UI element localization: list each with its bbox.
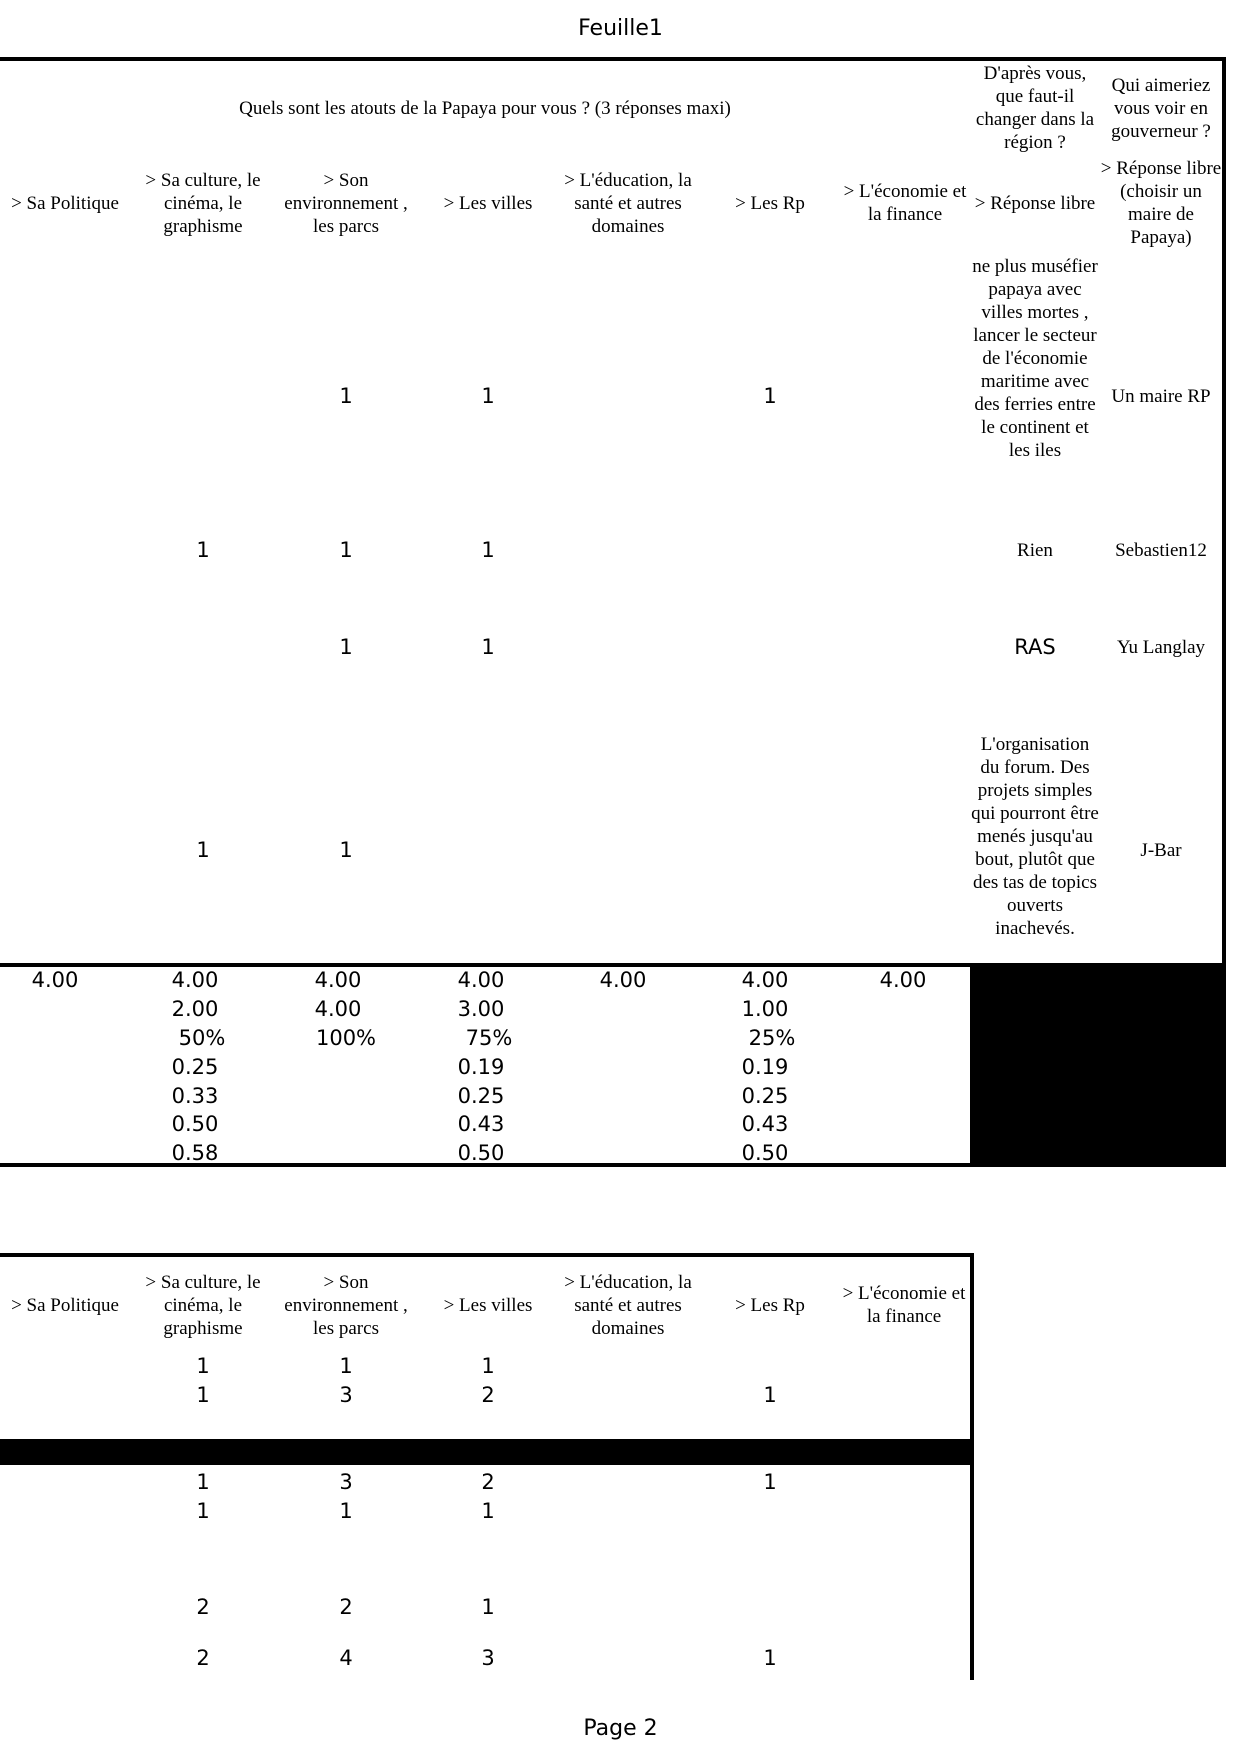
stat-villes-2: 75% — [465, 1026, 513, 1050]
stat-politique-0: 4.00 — [31, 968, 79, 992]
cell-culture: 1 — [196, 1470, 210, 1494]
cell-environnement: 1 — [339, 635, 353, 659]
stat-environnement-2: 100% — [315, 1026, 377, 1050]
stat-villes-4: 0.25 — [457, 1084, 505, 1108]
stat-culture-2: 50% — [178, 1026, 226, 1050]
stat-rp-2: 25% — [748, 1026, 796, 1050]
cell-answer: RAS — [1014, 635, 1056, 659]
stat-rp-0: 4.00 — [741, 968, 789, 992]
cell-culture: 1 — [196, 838, 210, 862]
stat-culture-0: 4.00 — [171, 968, 219, 992]
stats-black-fill — [970, 963, 1226, 1167]
stat-culture-1: 2.00 — [171, 997, 219, 1021]
stat-villes-5: 0.43 — [457, 1112, 505, 1136]
stat-rp-4: 0.25 — [741, 1084, 789, 1108]
stat-culture-3: 0.25 — [171, 1055, 219, 1079]
cell-environnement: 3 — [339, 1383, 353, 1407]
cell-villes: 1 — [481, 384, 495, 408]
cell-culture: 1 — [196, 1499, 210, 1523]
cell-villes: 1 — [481, 1595, 495, 1619]
stat-rp-3: 0.19 — [741, 1055, 789, 1079]
cell-rp: 1 — [763, 384, 777, 408]
header-question-governor: Qui aimeriez vous voir en gouverneur ? — [1111, 74, 1211, 142]
group-header: Quels sont les atouts de la Papaya pour vous ? (3 réponses maxi) — [239, 97, 731, 119]
cell-villes: 2 — [481, 1470, 495, 1494]
cell-environnement: 2 — [339, 1595, 353, 1619]
stat-rp-6: 0.50 — [741, 1141, 789, 1165]
stat-culture-4: 0.33 — [171, 1084, 219, 1108]
stat-villes-6: 0.50 — [457, 1141, 505, 1165]
column-header-reponse-maire: > Réponse libre (choisir un maire de Papaya) — [1100, 158, 1222, 248]
column-header-rp: > Les Rp — [735, 1294, 805, 1316]
cell-culture: 2 — [196, 1646, 210, 1670]
cell-villes: 3 — [481, 1646, 495, 1670]
stat-villes-3: 0.19 — [457, 1055, 505, 1079]
stat-education-0: 4.00 — [599, 968, 647, 992]
cell-environnement: 3 — [339, 1470, 353, 1494]
column-header-culture: > Sa culture, le cinéma, le graphisme — [145, 1271, 261, 1339]
table2-black-band — [0, 1439, 974, 1465]
column-header-economie: > L'économie et la finance — [843, 181, 967, 225]
cell-environnement: 1 — [339, 1354, 353, 1378]
table-right-border — [1222, 57, 1226, 968]
column-header-politique: > Sa Politique — [11, 1294, 119, 1316]
cell-villes: 1 — [481, 1499, 495, 1523]
column-header-villes: > Les villes — [443, 1294, 533, 1316]
cell-culture: 1 — [196, 1383, 210, 1407]
cell-villes: 1 — [481, 538, 495, 562]
column-header-culture: > Sa culture, le cinéma, le graphisme — [145, 169, 261, 237]
stat-environnement-1: 4.00 — [314, 997, 362, 1021]
column-header-environnement: > Son environnement , les parcs — [284, 169, 408, 237]
cell-rp: 1 — [763, 1383, 777, 1407]
cell-answer: ne plus muséfier papaya avec villes mortes , lancer le secteur de l'économie maritime avec des ferries entre le continent et les iles — [972, 256, 1098, 461]
stat-villes-0: 4.00 — [457, 968, 505, 992]
cell-governor: Yu Langlay — [1116, 636, 1206, 658]
stat-economie-0: 4.00 — [879, 968, 927, 992]
cell-villes: 1 — [481, 1354, 495, 1378]
cell-environnement: 1 — [339, 384, 353, 408]
cell-governor: Un maire RP — [1111, 385, 1211, 407]
column-header-rp: > Les Rp — [735, 192, 805, 214]
cell-environnement: 1 — [339, 538, 353, 562]
column-header-environnement: > Son environnement , les parcs — [284, 1271, 408, 1339]
cell-villes: 2 — [481, 1383, 495, 1407]
cell-governor: Sebastien12 — [1115, 539, 1207, 561]
stat-rp-1: 1.00 — [741, 997, 789, 1021]
stat-culture-6: 0.58 — [171, 1141, 219, 1165]
cell-governor: J-Bar — [1140, 839, 1182, 861]
page-footer: Page 2 — [583, 1716, 658, 1741]
column-header-education: > L'éducation, la santé et autres domaines — [564, 169, 692, 237]
cell-environnement: 1 — [339, 838, 353, 862]
cell-answer: Rien — [1017, 539, 1053, 561]
cell-rp: 1 — [763, 1470, 777, 1494]
stat-rp-5: 0.43 — [741, 1112, 789, 1136]
cell-environnement: 1 — [339, 1499, 353, 1523]
cell-answer: L'organisation du forum. Des projets simples qui pourront être menés jusqu'au bout, plutôt que des tas de topics ouverts inachevés. — [971, 734, 1099, 939]
stat-villes-1: 3.00 — [457, 997, 505, 1021]
cell-culture: 1 — [196, 538, 210, 562]
header-question-change: D'après vous, que faut-il changer dans la région ? — [975, 63, 1095, 153]
column-header-villes: > Les villes — [443, 192, 533, 214]
cell-villes: 1 — [481, 635, 495, 659]
column-header-education: > L'éducation, la santé et autres domaines — [564, 1271, 692, 1339]
column-header-reponse-libre: > Réponse libre — [974, 192, 1096, 214]
sheet-title: Feuille1 — [578, 16, 663, 41]
cell-environnement: 4 — [339, 1646, 353, 1670]
column-header-politique: > Sa Politique — [11, 192, 119, 214]
column-header-economie: > L'économie et la finance — [842, 1283, 966, 1327]
cell-culture: 2 — [196, 1595, 210, 1619]
cell-culture: 1 — [196, 1354, 210, 1378]
cell-rp: 1 — [763, 1646, 777, 1670]
stat-environnement-0: 4.00 — [314, 968, 362, 992]
stat-culture-5: 0.50 — [171, 1112, 219, 1136]
table2-right-border — [970, 1253, 974, 1680]
